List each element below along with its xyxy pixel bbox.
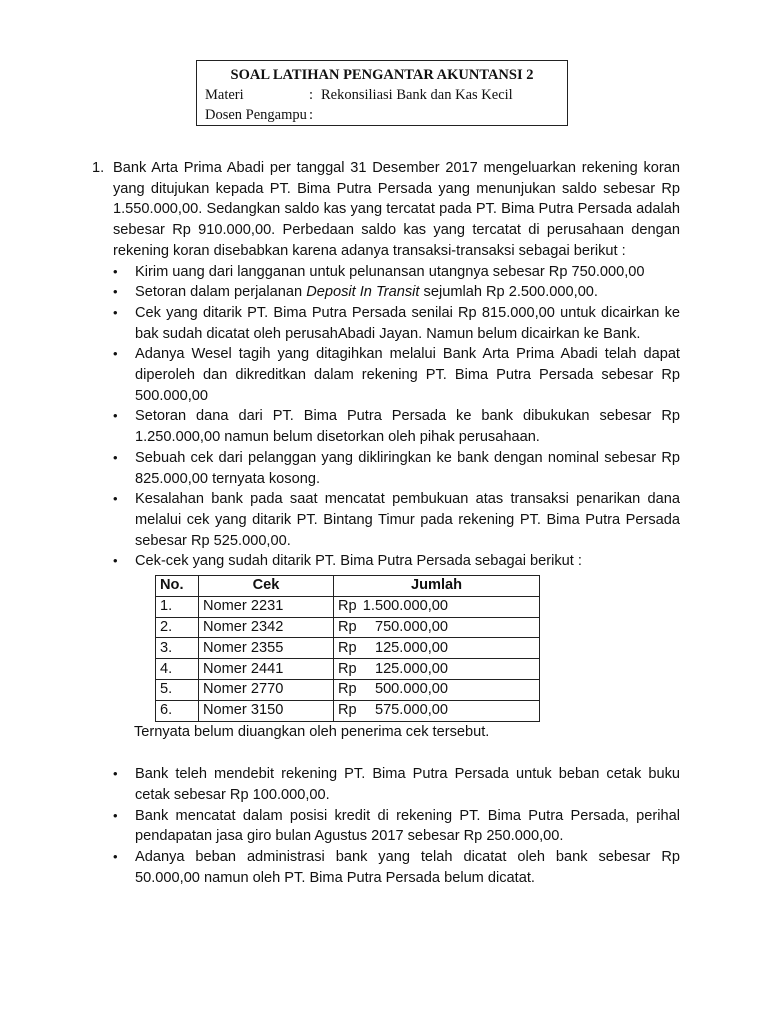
dosen-label: Dosen Pengampu	[205, 107, 307, 123]
question-intro: Bank Arta Prima Abadi per tanggal 31 Desember 2017 mengeluarkan rekening koran yang ditujukan kepada PT. Bima Putra Persada yang menunjukan saldo sebesar Rp 1.550.000,00. Sedangkan saldo kas yang tercatat pada PT. Bima Putra Persada adalah sebesar Rp 910.000,00. Perbedaan saldo kas yang tercatat di perusahaan dengan rekening koran disebabkan karena adanya transaksi-transaksi sebagai berikut :	[113, 160, 680, 259]
bullet-icon: •	[113, 849, 118, 865]
list-item	[113, 489, 680, 551]
bullet-icon: •	[113, 408, 118, 424]
bullet-icon: •	[113, 807, 118, 823]
question-number: 1.	[92, 160, 105, 176]
transaction-list	[113, 262, 680, 573]
bullet-text: Adanya Wesel tagih yang ditagihkan melalui Bank Arta Prima Abadi telah dapat diperoleh dan dikreditkan dalam rekening PT. Bima Putra Persada sebesar Rp 500.000,00	[135, 346, 680, 404]
table-row	[156, 638, 540, 659]
bullet-text: Adanya beban administrasi bank yang telah dicatat oleh bank sebesar Rp 50.000,00 namun oleh PT. Bima Putra Persada belum dicatat.	[135, 849, 680, 886]
currency-label: Rp	[338, 660, 357, 677]
amount-value: 1.500.000,00	[362, 598, 448, 615]
cell-jumlah	[334, 700, 540, 721]
cell-cek: Nomer 2231	[199, 596, 334, 617]
cell-cek: Nomer 3150	[199, 700, 334, 721]
bullet-text: Sebuah cek dari pelanggan yang dikliringkan ke bank dengan nominal sebesar Rp 825.000,00 ternyata kosong.	[135, 449, 680, 487]
cheque-table-wrapper	[155, 575, 680, 722]
materi-label: Materi	[205, 87, 244, 103]
list-item	[113, 303, 680, 344]
additional-list	[113, 764, 680, 888]
currency-label: Rp	[338, 639, 357, 656]
cheque-table	[155, 575, 540, 722]
dosen-row	[205, 105, 567, 125]
bullet-icon: •	[113, 304, 118, 320]
cell-jumlah	[334, 638, 540, 659]
cell-jumlah	[334, 680, 540, 701]
cell-no: 4.	[156, 659, 199, 680]
bullet-text: Bank teleh mendebit rekening PT. Bima Putra Persada untuk beban cetak buku cetak sebesar Rp 100.000,00.	[135, 766, 680, 804]
cell-cek: Nomer 2770	[199, 680, 334, 701]
table-row	[156, 659, 540, 680]
column-header-jumlah: Jumlah	[334, 576, 540, 597]
bullet-text: Kirim uang dari langganan untuk pelunansan utangnya sebesar Rp 750.000,00	[135, 263, 645, 280]
cell-no: 2.	[156, 617, 199, 638]
bullet-text: Cek yang ditarik PT. Bima Putra Persada senilai Rp 815.000,00 untuk dicairkan ke bak sudah dicatat oleh perusahAbadi Jayan. Namun belum dicairkan ke Bank.	[135, 304, 680, 342]
bullet-icon: •	[113, 263, 118, 279]
amount-value: 125.000,00	[374, 660, 448, 677]
cell-cek: Nomer 2355	[199, 638, 334, 659]
cell-no: 3.	[156, 638, 199, 659]
list-item	[113, 806, 680, 847]
list-item	[113, 406, 680, 447]
deposit-italic: Deposit In Transit	[306, 284, 420, 301]
table-row	[156, 680, 540, 701]
currency-label: Rp	[338, 702, 357, 719]
table-row	[156, 617, 540, 638]
currency-label: Rp	[338, 598, 357, 615]
table-header-row	[156, 576, 540, 597]
list-item	[113, 262, 680, 283]
list-item	[113, 344, 680, 406]
cell-jumlah	[334, 596, 540, 617]
bullet-icon: •	[113, 491, 118, 507]
list-item	[113, 448, 680, 489]
table-row	[156, 596, 540, 617]
cell-cek: Nomer 2342	[199, 617, 334, 638]
materi-row	[205, 85, 567, 105]
bullet-icon: •	[113, 449, 118, 465]
bullet-text: Bank mencatat dalam posisi kredit di rekening PT. Bima Putra Persada, perihal pendapatan jasa giro bulan Agustus 2017 sebesar Rp 250.000,00.	[135, 807, 680, 845]
materi-separator: :	[309, 87, 314, 103]
bullet-icon: •	[113, 766, 118, 782]
table-row	[156, 700, 540, 721]
dosen-separator: :	[309, 107, 314, 123]
bullet-icon: •	[113, 284, 118, 300]
bullet-text: Setoran dana dari PT. Bima Putra Persada ke bank dibukukan sebesar Rp 1.250.000,00 namun belum disetorkan oleh pihak perusahaan.	[135, 408, 680, 446]
column-header-cek: Cek	[199, 576, 334, 597]
currency-label: Rp	[338, 619, 357, 636]
materi-value: Rekonsiliasi Bank dan Kas Kecil	[321, 87, 513, 103]
dosen-value	[321, 105, 567, 125]
amount-value: 500.000,00	[374, 681, 448, 698]
amount-value: 750.000,00	[374, 619, 448, 636]
header-box	[196, 60, 568, 126]
cell-no: 6.	[156, 700, 199, 721]
amount-value: 575.000,00	[374, 702, 448, 719]
bullet-text: Kesalahan bank pada saat mencatat pembukuan atas transaksi penarikan dana melalui cek yang ditarik PT. Bintang Timur pada rekening PT. Bima Putra Persada sebesar Rp 525.000,00.	[135, 491, 680, 549]
question-body	[92, 158, 680, 889]
deposit-rest: sejumlah Rp 2.500.000,00.	[423, 284, 598, 301]
bullet-icon: •	[113, 346, 118, 362]
question-content	[113, 158, 680, 889]
question-item	[92, 158, 680, 889]
bullet-icon: •	[113, 553, 118, 569]
cell-no: 1.	[156, 596, 199, 617]
bullet-text: Cek-cek yang sudah ditarik PT. Bima Putra Persada sebagai berikut :	[135, 553, 582, 570]
cell-jumlah	[334, 659, 540, 680]
cell-cek: Nomer 2441	[199, 659, 334, 680]
currency-label: Rp	[338, 681, 357, 698]
list-item	[113, 764, 680, 805]
bullet-text	[135, 282, 680, 303]
column-header-no: No.	[156, 576, 199, 597]
table-note: Ternyata belum diuangkan oleh penerima cek tersebut.	[134, 723, 490, 740]
cell-no: 5.	[156, 680, 199, 701]
cell-jumlah	[334, 617, 540, 638]
list-item	[113, 847, 680, 888]
amount-value: 125.000,00	[374, 639, 448, 656]
deposit-text: Setoran dalam perjalanan	[135, 284, 303, 301]
document-title: SOAL LATIHAN PENGANTAR AKUNTANSI 2	[230, 67, 534, 83]
list-item	[113, 551, 680, 572]
list-item	[113, 282, 680, 303]
